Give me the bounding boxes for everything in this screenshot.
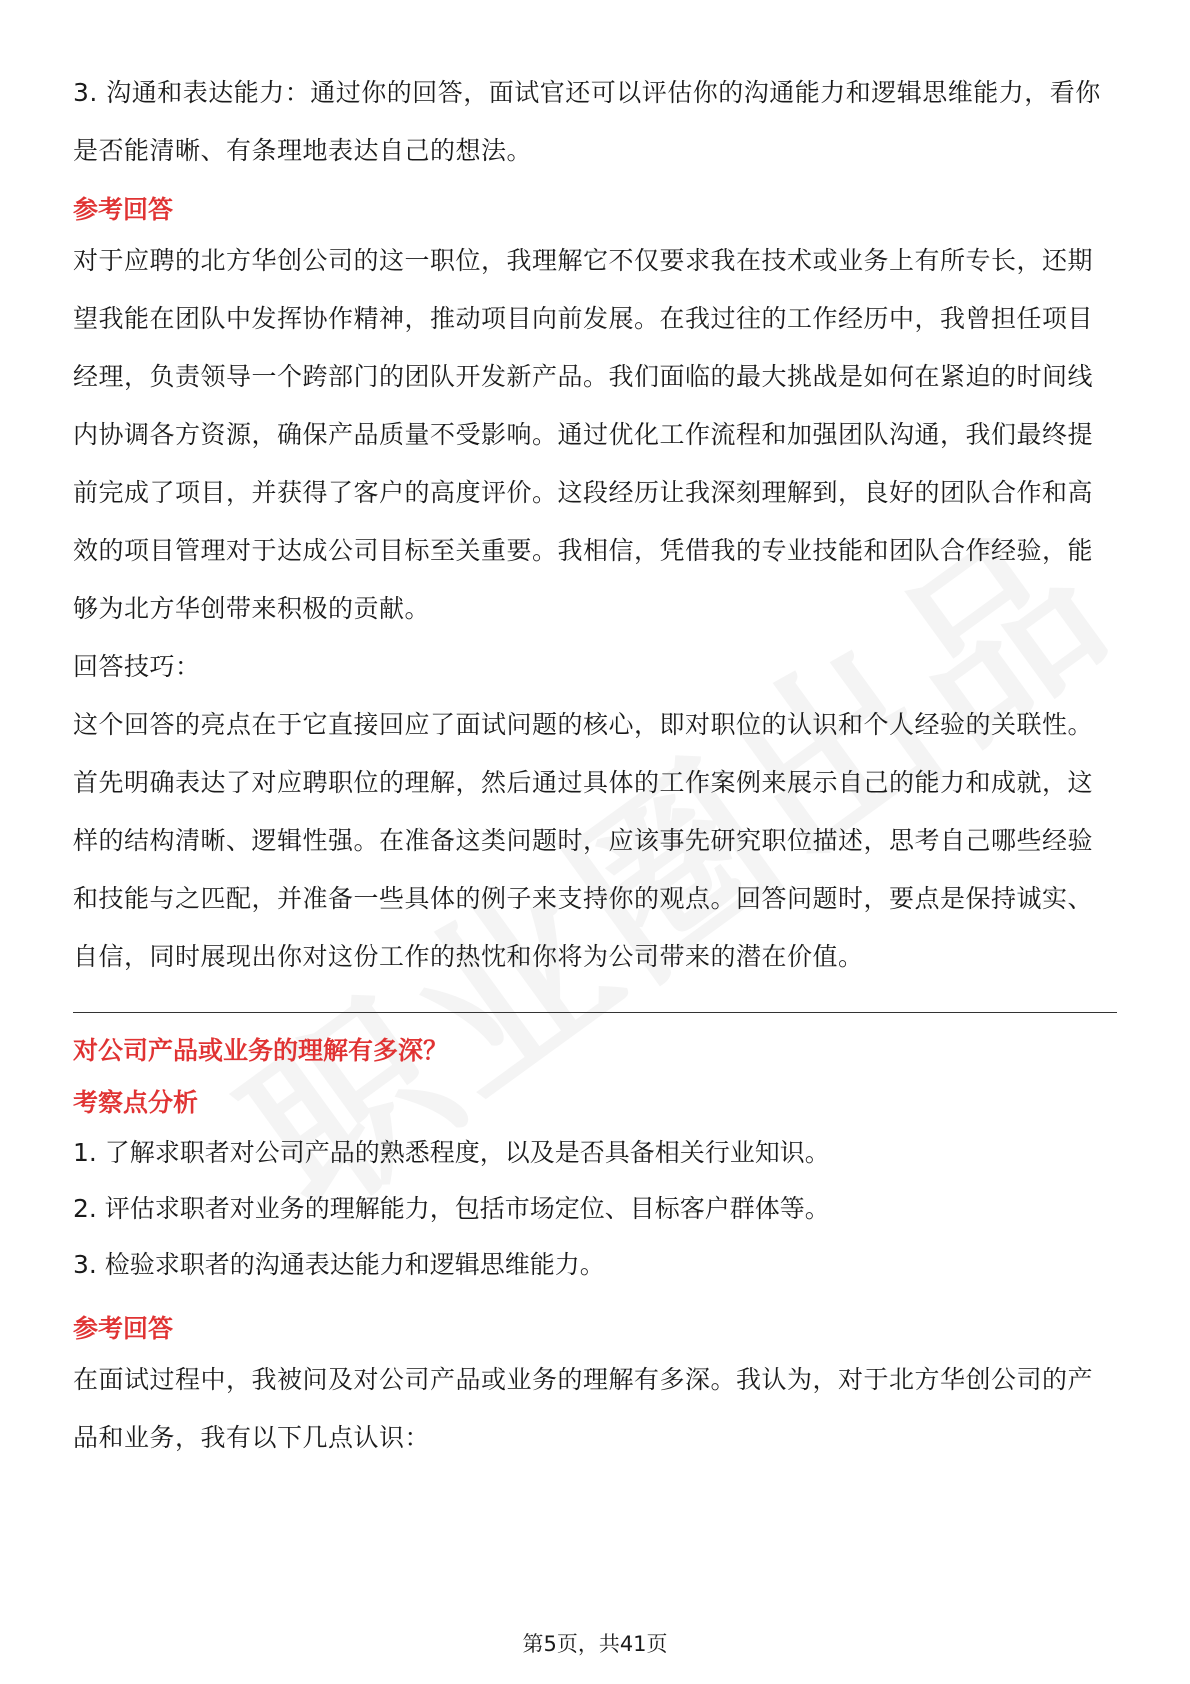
reference-answer-heading-2: 参考回答 bbox=[73, 1314, 174, 1343]
analysis-point: 1. 了解求职者对公司产品的熟悉程度，以及是否具备相关行业知识。 bbox=[73, 1138, 830, 1167]
interview-question: 对公司产品或业务的理解有多深？ bbox=[73, 1036, 449, 1065]
analysis-point: 3. 检验求职者的沟通表达能力和逻辑思维能力。 bbox=[73, 1250, 605, 1279]
section-divider bbox=[73, 1012, 1117, 1013]
analysis-point: 2. 评估求职者对业务的理解能力，包括市场定位、目标客户群体等。 bbox=[73, 1194, 830, 1223]
assessment-point-3: 3. 沟通和表达能力：通过你的回答，面试官还可以评估你的沟通能力和逻辑思维能力，看你是否能清晰、有条理地表达自己的想法。 bbox=[73, 78, 1101, 165]
answer-tips-label: 回答技巧： bbox=[73, 652, 201, 681]
answer-tips-text: 这个回答的亮点在于它直接回应了面试问题的核心，即对职位的认识和个人经验的关联性。首先明确表达了对应聘职位的理解，然后通过具体的工作案例来展示自己的能力和成就，这样的结构清晰、逻辑性强。在准备这类问题时，应该事先研究职位描述，思考自己哪些经验和技能与之匹配，并准备一些具体的例子来支持你的观点。回答问题时，要点是保持诚实、自信，同时展现出你对这份工作的热忱和你将为公司带来的潜在价值。 bbox=[73, 710, 1094, 971]
analysis-heading: 考察点分析 bbox=[73, 1088, 199, 1117]
reference-answer-text: 对于应聘的北方华创公司的这一职位，我理解它不仅要求我在技术或业务上有所专长，还期望我能在团队中发挥协作精神，推动项目向前发展。在我过往的工作经历中，我曾担任项目经理，负责领导一个跨部门的团队开发新产品。我们面临的最大挑战是如何在紧迫的时间线内协调各方资源，确保产品质量不受影响。通过优化工作流程和加强团队沟通，我们最终提前完成了项目，并获得了客户的高度评价。这段经历让我深刻理解到，良好的团队合作和高效的项目管理对于达成公司目标至关重要。我相信，凭借我的专业技能和团队合作经验，能够为北方华创带来积极的贡献。 bbox=[73, 246, 1094, 623]
page-content bbox=[73, 64, 1117, 1467]
reference-answer-heading: 参考回答 bbox=[73, 195, 174, 224]
reference-answer-text-2: 在面试过程中，我被问及对公司产品或业务的理解有多深。我认为，对于北方华创公司的产品和业务，我有以下几点认识： bbox=[73, 1365, 1094, 1452]
page-number: 第5页，共41页 bbox=[522, 1632, 668, 1656]
